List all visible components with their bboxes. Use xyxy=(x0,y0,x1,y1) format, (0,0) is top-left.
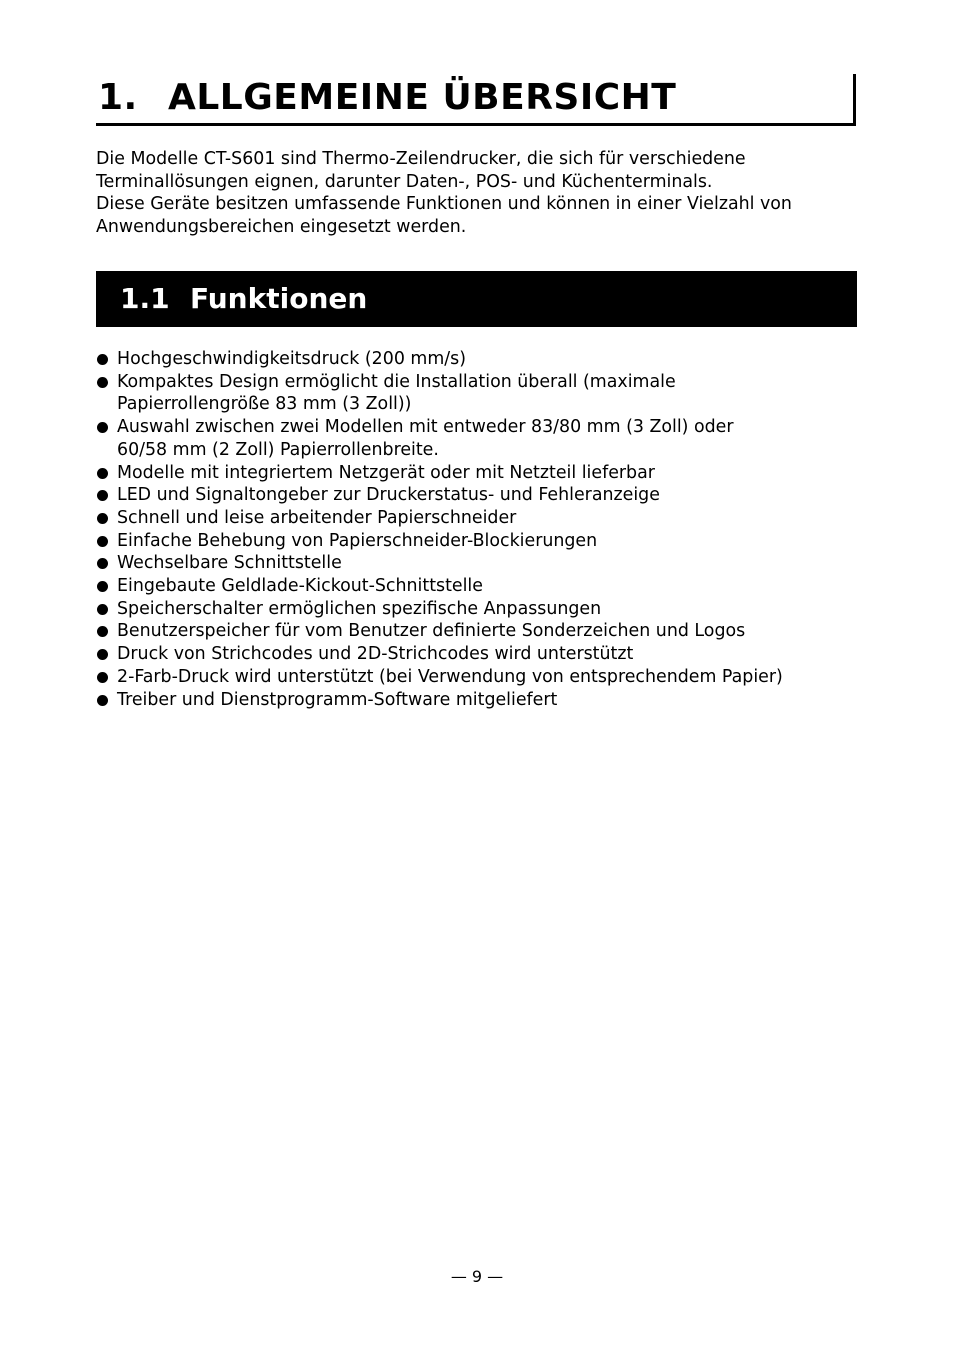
page-number: — 9 — xyxy=(450,1267,504,1286)
feature-text: LED und Signaltongeber zur Druckerstatus- und Fehleranzeige xyxy=(117,485,660,506)
feature-text: Druck von Strichcodes und 2D-Strichcodes wird unterstützt xyxy=(117,644,634,665)
feature-text: 60/58 mm (2 Zoll) Papierrollenbreite. xyxy=(117,439,439,460)
feature-list-item xyxy=(96,371,866,416)
feature-list-item xyxy=(96,416,866,461)
section-title xyxy=(120,281,367,317)
bullet-icon xyxy=(97,468,108,479)
bullet-icon xyxy=(97,626,108,637)
feature-text: Auswahl zwischen zwei Modellen mit entweder 83/80 mm (3 Zoll) oder xyxy=(117,417,734,438)
feature-text: Eingebaute Geldlade-Kickout-Schnittstelle xyxy=(117,576,483,597)
bullet-icon xyxy=(97,695,108,706)
bullet-icon xyxy=(97,558,108,569)
bullet-icon xyxy=(97,581,108,592)
section-number: 1.1 xyxy=(120,282,170,315)
feature-text: Benutzerspeicher für vom Benutzer definierte Sonderzeichen und Logos xyxy=(117,621,746,642)
bullet-icon xyxy=(97,490,108,501)
feature-text: Schnell und leise arbeitender Papierschneider xyxy=(117,507,517,528)
feature-list-item xyxy=(96,643,866,666)
feature-list-item xyxy=(96,575,866,598)
feature-list-item xyxy=(96,530,866,553)
section-title-text: Funktionen xyxy=(190,282,368,315)
feature-text: Modelle mit integriertem Netzgerät oder mit Netzteil lieferbar xyxy=(117,462,655,483)
feature-list-item xyxy=(96,484,866,507)
bullet-icon xyxy=(97,536,108,547)
bullet-icon xyxy=(97,354,108,365)
feature-list-item xyxy=(96,620,866,643)
feature-text: Speicherschalter ermöglichen spezifische Anpassungen xyxy=(117,598,602,619)
chapter-heading xyxy=(96,74,856,126)
intro-line: Die Modelle CT-S601 sind Thermo-Zeilendrucker, die sich für verschiedene xyxy=(96,149,746,169)
feature-text: Papierrollengröße 83 mm (3 Zoll)) xyxy=(117,394,412,415)
feature-text: Hochgeschwindigkeitsdruck (200 mm/s) xyxy=(117,349,466,369)
bullet-icon xyxy=(97,377,108,388)
feature-list-item xyxy=(96,552,866,575)
section-heading-bar xyxy=(96,271,857,327)
intro-line: Terminallösungen eignen, darunter Daten-, POS- und Küchenterminals. xyxy=(96,171,713,192)
intro-line: Diese Geräte besitzen umfassende Funktionen und können in einer Vielzahl von xyxy=(96,194,792,215)
feature-list-item xyxy=(96,598,866,621)
feature-text: Treiber und Dienstprogramm-Software mitgeliefert xyxy=(117,689,558,710)
bullet-icon xyxy=(97,513,108,524)
bullet-icon xyxy=(97,649,108,660)
feature-text: 2-Farb-Druck wird unterstützt (bei Verwendung von entsprechendem Papier) xyxy=(117,666,783,687)
feature-list-item xyxy=(96,462,866,485)
feature-text: Wechselbare Schnittstelle xyxy=(117,553,342,574)
intro-paragraph xyxy=(96,148,866,239)
bullet-icon xyxy=(97,422,108,433)
bullet-icon xyxy=(97,672,108,683)
chapter-title xyxy=(98,76,676,120)
chapter-title-text: ALLGEMEINE ÜBERSICHT xyxy=(168,77,677,118)
feature-list-item xyxy=(96,666,866,689)
feature-list xyxy=(96,348,866,711)
feature-list-item xyxy=(96,689,866,712)
bullet-icon xyxy=(97,604,108,615)
feature-list-item xyxy=(96,348,866,371)
feature-text: Einfache Behebung von Papierschneider-Blockierungen xyxy=(117,530,598,551)
intro-line: Anwendungsbereichen eingesetzt werden. xyxy=(96,217,467,238)
feature-list-item xyxy=(96,507,866,530)
chapter-number: 1. xyxy=(98,77,138,118)
feature-text: Kompaktes Design ermöglicht die Installation überall (maximale xyxy=(117,371,676,392)
